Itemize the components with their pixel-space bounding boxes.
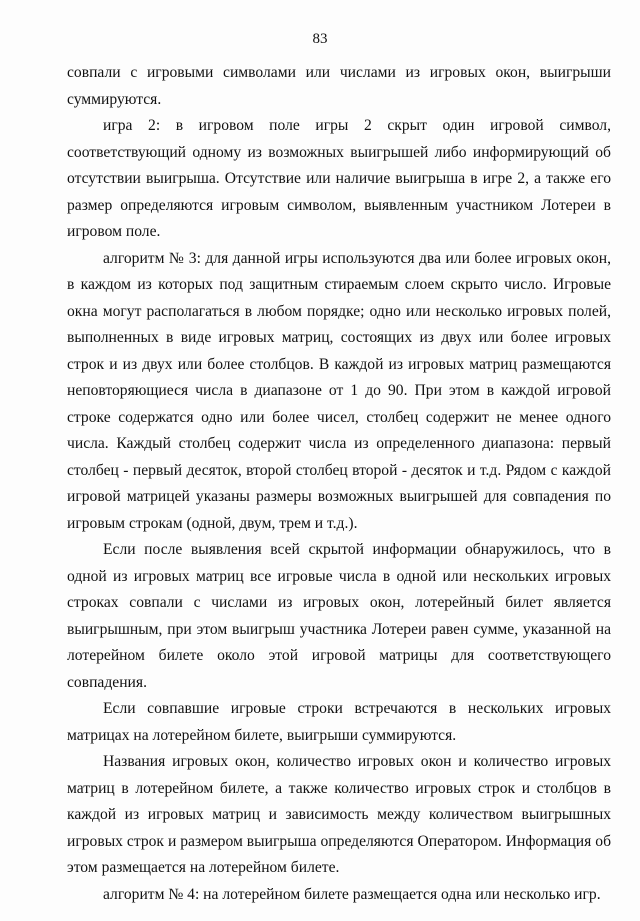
paragraph-algorithm-4: алгоритм № 4: на лотерейном билете размещается одна или несколько игр.: [103, 885, 601, 903]
paragraph-winning-condition: Если после выявления всей скрытой информации обнаружилось, что в одной из игровых матриц все игровые числа в одной или нескольких игровых строках совпали с числами из игровых окон, лотерейный билет является выигрышным, при этом выигрыш участника Лотереи равен сумме, указанной на лотерейном билете около этой игровой матрицы для соответствующего совпадения.: [67, 541, 611, 691]
paragraph-algorithm-3: алгоритм № 3: для данной игры используются два или более игровых окон, в каждом из которых под защитным стираемым слоем скрыто число. Игровые окна могут располагаться в любом порядке; одно или несколько игровых полей, выполненных в виде игровых матриц, состоящих из двух или более игровых строк и из двух или более столбцов. В каждой из игровых матриц размещаются неповторяющиеся числа в диапазоне от 1 до 90. При этом в каждой игровой строке содержатся одно или более чисел, столбец содержит не менее одного числа. Каждый столбец содержит числа из определенного диапазона: первый столбец - первый десяток, второй столбец второй - десяток и т.д. Рядом с каждой игровой матрицей указаны размеры возможных выигрышей для совпадения по игровым строкам (одной, двум, трем и т.д.).: [67, 249, 611, 532]
paragraph-operator-settings: Названия игровых окон, количество игровых окон и количество игровых матриц в лотерейном билете, а также количество игровых строк и столбцов в каждой из игровых матриц и зависимость между количеством выигрышных игровых строк и размером выигрыша определяются Оператором. Информация об этом размещается на лотерейном билете.: [67, 753, 611, 876]
paragraph-multiple-matrices: Если совпавшие игровые строки встречаются в нескольких игровых матрицах на лотерейном билете, выигрыши суммируются.: [67, 700, 611, 744]
page-number: 83: [312, 31, 328, 47]
paragraph-game-2: игра 2: в игровом поле игры 2 скрыт один игровой символ, соответствующий одному из возможных выигрышей либо информирующий об отсутствии выигрыша. Отсутствие или наличие выигрыша в игре 2, а также его размер определяются игровым символом, выявленным участником Лотереи в игровом поле.: [67, 117, 611, 240]
document-body: [67, 60, 611, 908]
paragraph-continuation: совпали с игровыми символами или числами из игровых окон, выигрыши суммируются.: [67, 64, 611, 108]
